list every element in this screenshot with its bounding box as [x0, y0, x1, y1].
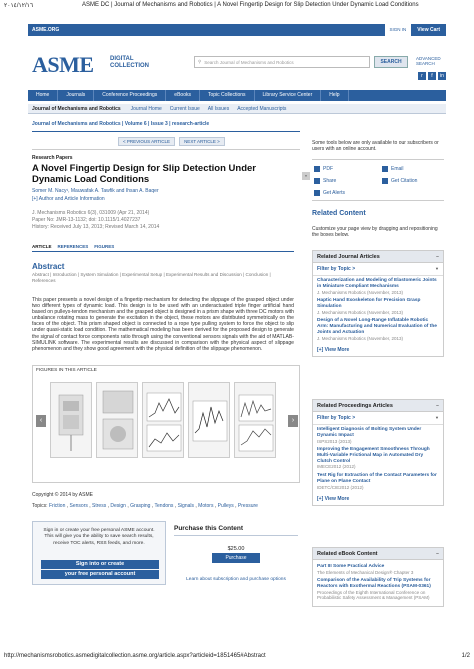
email-icon	[382, 166, 388, 172]
topic-link[interactable]: Grasping	[130, 503, 151, 509]
related-ebook-header[interactable]	[313, 548, 443, 560]
figure-thumbnail-5[interactable]	[234, 382, 276, 458]
purchase-heading: Purchase this Content	[174, 525, 243, 532]
list-item[interactable]	[317, 298, 439, 315]
ebook-title[interactable]: Part III Some Practical Advice	[317, 564, 385, 569]
proceeding-source: IMECE2012 (2012)	[317, 464, 356, 470]
related-article-source: J. Mechanisms Robotics (November, 2013)	[317, 289, 404, 295]
collapse-icon[interactable]: −	[436, 254, 439, 260]
alerts-label: Get Alerts	[323, 190, 345, 196]
related-article-title[interactable]: Design of a Novel Long-Range Inflatable Robotic Arm: Manufacturing and Numerical Evaluation of the Joints and Actuation	[317, 318, 437, 335]
article-authors[interactable]: Somer M. Nacy¹, Mauwafak A. Tawfik and Ihsan A. Baqer	[32, 188, 159, 194]
related-content-heading: Related Content	[312, 210, 366, 217]
related-article-source: J. Mechanisms Robotics (November, 2013)	[317, 335, 404, 341]
subnav-current-issue[interactable]: Current Issue	[169, 105, 200, 112]
citation-label: Get Citation	[391, 178, 418, 184]
list-item[interactable]	[317, 427, 439, 444]
site-logo[interactable]	[32, 52, 172, 82]
view-more-link[interactable]: [+] View More	[317, 496, 350, 503]
advanced-search-link[interactable]	[416, 56, 441, 66]
article-history: History: Received July 13, 2013; Revised March 14, 2014	[32, 224, 160, 230]
figure-2-image	[97, 383, 139, 459]
related-article-title[interactable]: Characterization and Modeling of Elastomeric Joints in Miniature Compliant Mechanisms	[317, 278, 437, 289]
list-item[interactable]	[317, 447, 439, 470]
search-button[interactable]: SEARCH	[374, 56, 408, 68]
tab-references[interactable]: REFERENCES	[57, 244, 89, 249]
collapse-tab[interactable]: »	[302, 172, 310, 180]
filter-by-topic[interactable]	[313, 412, 443, 425]
nav-ebooks[interactable]: eBooks	[166, 90, 200, 101]
topic-link[interactable]: Motors	[198, 503, 214, 509]
signin-promo-box	[32, 521, 166, 585]
previous-article-button[interactable]: < PREVIOUS ARTICLE	[118, 137, 175, 146]
top-bar	[28, 24, 446, 36]
related-journal-articles-title: Related Journal Articles	[317, 254, 380, 260]
related-article-title[interactable]: Haptic Hand Exoskeleton for Precision Grasp Simulation	[317, 298, 421, 309]
figure-thumbnail-3[interactable]	[142, 382, 184, 458]
article-title: A Novel Fingertip Design for Slip Detection Under Dynamic Load Conditions	[32, 163, 256, 185]
related-proceedings-title: Related Proceedings Articles	[317, 403, 393, 409]
top-bar-actions	[385, 24, 446, 36]
view-cart-link[interactable]: View Cart	[417, 27, 440, 33]
related-ebook-box	[312, 547, 444, 607]
ebook-source: Proceedings of the Eighth International Conference on Probabilistic Safety Assessment & Management (PSAM)	[317, 589, 430, 601]
email-tool[interactable]	[382, 166, 404, 172]
article-tools	[312, 159, 444, 201]
related-article-source: J. Mechanisms Robotics (November, 2013)	[317, 309, 404, 315]
alert-icon	[314, 190, 320, 196]
article-citation	[32, 210, 159, 231]
topic-link[interactable]: Friction	[48, 503, 66, 509]
list-item[interactable]	[317, 318, 439, 341]
proceeding-title[interactable]: Improving the Engagement Smoothness Through Multi-Variable Frictional Map in Automated Dry Clutch Control	[317, 447, 430, 464]
search-placeholder: Search Journal of Mechanisms and Robotics	[204, 59, 294, 65]
figure-thumbnail-4[interactable]	[188, 382, 230, 458]
collapse-icon[interactable]: −	[436, 403, 439, 409]
figures-heading: FIGURES IN THIS ARTICLE	[36, 368, 97, 373]
chevron-down-icon: ▼	[435, 266, 439, 271]
share-label: Share	[323, 178, 337, 184]
citation-tool[interactable]	[382, 178, 417, 184]
share-tool[interactable]	[314, 178, 336, 184]
rss-icon[interactable]: r	[418, 72, 426, 80]
tools-info: Some tools below are only available to our subscribers or users with an online account.	[312, 140, 439, 152]
sign-in-create-button[interactable]: Sign into or create	[41, 560, 159, 569]
topic-link[interactable]: Design	[110, 503, 126, 509]
print-date: ٢٠١٤/١٢/١٦	[4, 3, 34, 9]
print-header	[4, 2, 470, 9]
article-tabs	[32, 244, 294, 252]
figure-5-image	[235, 383, 277, 459]
email-label: Email	[391, 166, 404, 172]
view-more-link[interactable]: [+] View More	[317, 347, 350, 354]
nav-conference-proceedings[interactable]: Conference Proceedings	[94, 90, 166, 101]
purchase-button[interactable]: Purchase	[212, 553, 260, 563]
advanced-label-2: SEARCH	[416, 61, 435, 66]
logo-digital-collection	[110, 56, 149, 69]
paper-number: Paper No: JMR-13-1132; doi: 10.1115/1.4027237	[32, 217, 141, 223]
related-proceedings-box	[312, 399, 444, 506]
main-nav	[28, 90, 446, 101]
nav-home[interactable]: Home	[28, 90, 58, 101]
proceeding-source: ISPS2013 (2013)	[317, 438, 352, 444]
pager-divider	[32, 149, 300, 150]
asme-org-link[interactable]: ASME.ORG	[32, 27, 60, 33]
print-title: ASME DC | Journal of Mechanisms and Robotics | A Novel Fingertip Design for Slip Detection Under Dynamic Load Conditions	[82, 2, 419, 8]
ebook-source: The Elements of Mechanical Design® Chapter 3	[317, 569, 414, 575]
pdf-tool[interactable]	[314, 166, 333, 172]
topic-link[interactable]: Signals	[177, 503, 194, 509]
subnav-all-issues[interactable]: All Issues	[207, 105, 230, 112]
filter-label: Filter by Topic >	[317, 266, 356, 272]
linkedin-icon[interactable]: in	[438, 72, 446, 80]
share-icon	[314, 178, 320, 184]
related-ebook-title: Related eBook Content	[317, 551, 378, 557]
topics-label: Topics:	[32, 503, 48, 509]
topic-link[interactable]: Pressure	[237, 503, 258, 509]
chevron-down-icon: ▼	[435, 415, 439, 420]
collapse-icon[interactable]: −	[436, 551, 439, 557]
purchase-box	[172, 521, 300, 587]
signin-promo-text: Sign in or create your free personal ASME account. This will give you the ability to save search results, receive TOC alerts, RSS feeds, and more.	[43, 528, 155, 546]
article-pager	[118, 137, 225, 146]
topics-list: Topics: Friction , Sensors , Stress , Design , Grasping , Tendons , Signals , Motors , Pulleys , Pressure	[32, 503, 258, 509]
subnav-journal-home[interactable]: Journal Home	[130, 105, 162, 112]
logo-sub2: COLLECTION	[110, 62, 149, 69]
alerts-tool[interactable]	[314, 190, 345, 196]
nav-topic-collections[interactable]: Topic Collections	[200, 90, 255, 101]
figure-3-image	[143, 383, 185, 459]
list-item[interactable]	[317, 278, 439, 295]
copyright: Copyright © 2014 by ASME	[32, 492, 93, 498]
author-info-toggle[interactable]: [+] Author and Article Information	[32, 196, 105, 202]
carousel-next-arrow[interactable]: ›	[288, 415, 298, 427]
free-account-button[interactable]: your free personal account	[41, 570, 159, 579]
figure-1-image	[51, 383, 93, 459]
print-footer	[4, 653, 470, 659]
ebook-title[interactable]: Comparison of the Availability of Trip Systems for Reactors with Exothermal Reactions (PSAM-0361)	[317, 578, 431, 590]
filter-label: Filter by Topic >	[317, 415, 356, 421]
carousel-prev-arrow[interactable]: ‹	[36, 415, 46, 427]
abstract-heading: Abstract	[32, 262, 65, 271]
page-number: 1/2	[461, 653, 470, 659]
logo-asme: ASME	[32, 52, 94, 77]
pdf-icon	[314, 166, 320, 172]
nav-journals[interactable]: Journals	[58, 90, 94, 101]
subnav-accepted-manuscripts[interactable]: Accepted Manuscripts	[237, 105, 287, 112]
logo-sub1: DIGITAL	[110, 56, 134, 62]
nav-library-service-center[interactable]: Library Service Center	[255, 90, 322, 101]
article-section: Research Papers	[32, 155, 73, 161]
citation-line: J. Mechanisms Robotics 6(3), 031009 (Apr 21, 2014)	[32, 210, 150, 216]
related-proceedings-header[interactable]	[313, 400, 443, 412]
nav-help[interactable]: Help	[321, 90, 348, 101]
abstract-text: This paper presents a novel design of a fingertip mechanism for detecting the slippage of the grasped object under two different types of dynamic load. This design is to be used with an underactuated triple finger artificial hand based on pulleys-tendon mechanism and the grasped object is designed in a prism shape with three DC motors with unbalance rotating mass to generate the excitation in the object, these motors are distributed symmetrically on the faces of the object. This prism shaped object is connected to a rope type pulling system to force the object to slip under quasi-static load condition. The mathematical modeling has been derived for the proposed design to generate the signal of contact force components ratio through using the conventional sensors signals with the aid of MATLAB-SIMULINK software. The experimental results are discussed in comparison with the physical aspect of slippage phenomenon and they show good agreement with the physical definition of the slippage phenomenon.	[32, 297, 294, 352]
tab-article[interactable]: ARTICLE	[32, 244, 52, 249]
search-icon: ⚲	[198, 59, 202, 64]
filter-by-topic[interactable]	[313, 263, 443, 276]
related-content-desc: Customize your page view by dragging and repositioning the boxes below.	[312, 226, 438, 238]
related-journal-articles-box	[312, 250, 444, 357]
sign-in-link[interactable]: SIGN IN	[385, 24, 412, 36]
facebook-icon[interactable]: f	[428, 72, 436, 80]
purchase-options-link[interactable]: Learn about subscription and purchase options	[186, 577, 286, 582]
figure-thumbnail-1[interactable]	[50, 382, 92, 458]
topic-link[interactable]: Sensors	[69, 503, 88, 509]
related-journal-articles-header[interactable]	[313, 251, 443, 263]
topic-link[interactable]: Stress	[92, 503, 107, 509]
breadcrumb[interactable]: Journal of Mechanisms and Robotics | Volume 6 | Issue 3 | research-article	[32, 121, 210, 127]
list-item[interactable]	[317, 578, 439, 601]
purchase-price: $25.00	[227, 546, 245, 552]
topic-link[interactable]: Pulleys	[217, 503, 234, 509]
topic-link[interactable]: Tendons	[154, 503, 174, 509]
list-item[interactable]	[317, 473, 439, 490]
social-links	[418, 72, 446, 80]
proceeding-source: IDETC/CIE2012 (2012)	[317, 484, 364, 490]
proceeding-title[interactable]: Intelligent Diagnosis of Bolting System Under Dynamic Impact	[317, 427, 422, 438]
pdf-label: PDF	[323, 166, 333, 172]
purchase-divider	[174, 535, 298, 536]
advanced-label-1: ADVANCED	[416, 56, 441, 61]
figure-4-image	[189, 383, 231, 459]
search-input[interactable]	[194, 56, 370, 68]
page-url: http://mechanismsrobotics.asmedigitalcollection.asme.org/article.aspx?articleid=1851465#Abstract	[4, 653, 266, 659]
proceeding-title[interactable]: Test Rig for Extraction of the Contact Parameters for Plane on Plane Contact	[317, 472, 437, 484]
next-article-button[interactable]: NEXT ARTICLE >	[179, 137, 225, 146]
citation-icon	[382, 178, 388, 184]
tab-figures[interactable]: FIGURES	[94, 244, 115, 249]
section-jump-links[interactable]: Abstract | Introduction | System Simulation | Experimental Setup | Experimental Results and Discussion | Conclusion | References	[32, 272, 271, 283]
journal-name[interactable]: Journal of Mechanisms and Robotics	[32, 105, 121, 112]
figure-thumbnail-2[interactable]	[96, 382, 138, 458]
journal-subnav	[28, 104, 446, 114]
breadcrumb-divider	[32, 131, 300, 132]
list-item[interactable]	[317, 564, 439, 575]
